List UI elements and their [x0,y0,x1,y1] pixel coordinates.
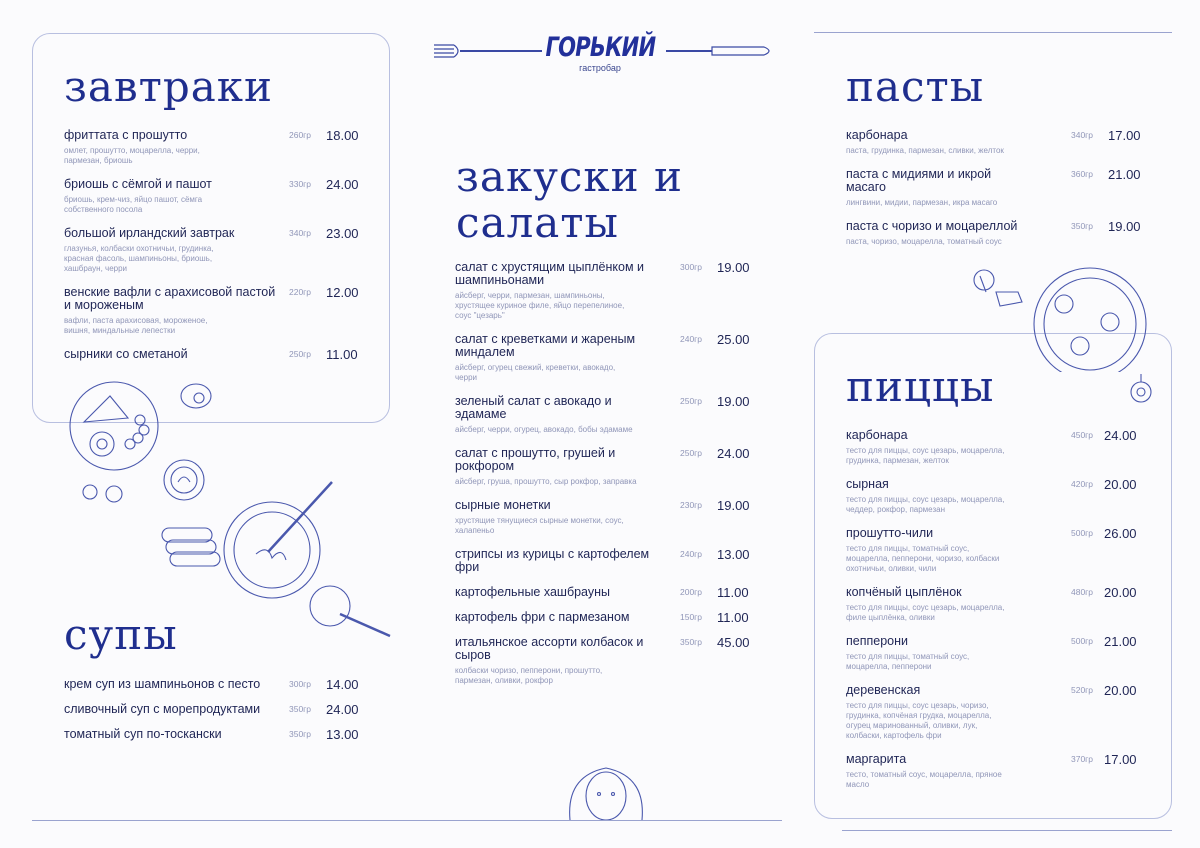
menu-item-description: тесто, томатный соус, моцарелла, пряное масло [846,770,1002,789]
menu-item-description: тесто для пиццы, томатный соус, моцарелла, пепперони [846,652,970,671]
menu-item-weight: 520гр [1071,685,1094,695]
menu-item-name: маргарита [846,752,907,766]
menu-item-description: колбаски чоризо, пепперони, прошутто, пармезан, оливки, рокфор [455,666,603,685]
menu-item-name: венские вафли с арахисовой пастой и мороженым [64,285,276,312]
menu-item-price: 24.00 [326,702,359,717]
menu-item [64,703,364,716]
menu-item [64,728,364,741]
menu-item [455,261,755,321]
salads-list [455,261,755,698]
menu-item-weight: 150гр [680,612,703,622]
menu-item-name: прошутто-чили [846,526,934,540]
fork-icon [432,42,544,60]
menu-item-description: тесто для пиццы, соус цезарь, чоризо, грудинка, копчёная грудка, моцарелла, огурец маринованный, оливки, лук, колбаски, картофель фри [846,701,992,740]
menu-item [64,227,364,274]
menu-item [846,753,1146,790]
menu-item-weight: 220гр [289,287,312,297]
menu-item-weight: 340гр [289,228,312,238]
menu-item-price: 11.00 [717,585,749,600]
menu-item-price: 19.00 [717,498,750,513]
menu-item-price: 24.00 [1104,428,1137,443]
breakfast-list [64,129,364,373]
bottom-rule-left [32,820,782,821]
pizza-heading: пиццы [846,362,995,411]
menu-item-price: 26.00 [1104,526,1137,541]
menu-item-weight: 500гр [1071,528,1094,538]
menu-item-price: 24.00 [717,446,750,461]
menu-item-price: 20.00 [1104,585,1137,600]
menu-item-price: 24.00 [326,177,359,192]
menu-item [455,636,755,686]
menu-item-name: крем суп из шампиньонов с песто [64,677,261,691]
menu-item-price: 20.00 [1104,477,1137,492]
menu-item-name: картофельные хашбрауны [455,585,610,599]
menu-item [846,684,1146,741]
menu-item-description: айсберг, черри, огурец, авокадо, бобы эдамаме [455,425,633,434]
menu-item-name: картофель фри с пармезаном [455,610,630,624]
menu-item-name: сливочный суп с морепродуктами [64,702,261,716]
menu-item-price: 11.00 [326,347,358,362]
menu-item-name: большой ирландский завтрак [64,226,235,240]
menu-item [64,348,364,361]
menu-item-description: айсберг, черри, пармезан, шампиньоны, хрустящее куриное филе, яйцо перепелиное, соус "цезарь" [455,291,625,320]
spoon-dip-icon [300,584,396,644]
menu-item-price: 19.00 [1108,219,1141,234]
pasta-list [846,129,1146,259]
menu-item-name: сырники со сметаной [64,347,188,361]
menu-item-price: 11.00 [717,610,749,625]
menu-item-description: паста, грудинка, пармезан, сливки, желток [846,146,1004,155]
menu-item-name: салат с креветками и жареным миндалем [455,332,636,359]
menu-item-description: омлет, прошутто, моцарелла, черри, пармезан, бриошь [64,146,200,165]
olive-icon [1128,372,1154,406]
menu-item-weight: 370гр [1071,754,1094,764]
menu-item-price: 18.00 [326,128,359,143]
menu-item-name: салат с прошутто, грушей и рокфором [455,446,616,473]
menu-item-name: зеленый салат с авокадо и эдамаме [455,394,612,421]
pizza-illustration [960,262,1170,372]
menu-item-name: салат с хрустящим цыплёнком и шампиньонами [455,260,645,287]
menu-item-description: айсберг, огурец свежий, креветки, авокадо, черри [455,363,616,382]
menu-item-weight: 240гр [680,334,703,344]
menu-item-price: 19.00 [717,260,750,275]
menu-item-price: 23.00 [326,226,359,241]
soups-heading: супы [64,610,178,659]
menu-item [455,611,755,624]
brand-name: ГОРЬКИЙ [545,32,655,63]
menu-item-weight: 250гр [680,448,703,458]
menu-item-price: 13.00 [326,727,359,742]
salads-heading: закуски и салаты [456,152,684,247]
pasta-heading: пасты [846,62,985,111]
menu-item-weight: 350гр [289,704,312,714]
menu-item-price: 12.00 [326,285,359,300]
breakfast-plate-illustration [62,374,172,474]
menu-item-name: паста с чоризо и моцареллой [846,219,1018,233]
menu-item [455,586,755,599]
menu-item-name: фриттата с прошутто [64,128,188,142]
menu-item-description: тесто для пиццы, соус цезарь, моцарелла, грудинка, пармезан, желток [846,446,1005,465]
menu-item-price: 45.00 [717,635,750,650]
menu-item [846,168,1146,208]
menu-item-weight: 450гр [1071,430,1094,440]
menu-item-description: айсберг, груша, прошутто, сыр рокфор, заправка [455,477,637,486]
menu-item [455,499,755,536]
knife-icon [664,42,776,60]
menu-item [64,178,364,215]
brand-logo [520,32,680,73]
menu-item-weight: 330гр [289,179,312,189]
brand-subtitle: гастробар [579,63,621,73]
menu-item-price: 20.00 [1104,683,1137,698]
menu-item [64,129,364,166]
girl-illustration [560,756,652,820]
menu-item-weight: 500гр [1071,636,1094,646]
menu-item-name: деревенская [846,683,921,697]
menu-item [846,478,1146,515]
menu-item [846,220,1146,247]
menu-item-description: тесто для пиццы, соус цезарь, моцарелла, филе цыплёнка, оливки [846,603,1005,622]
menu-item-weight: 250гр [289,349,312,359]
menu-item [846,129,1146,156]
menu-item-description: хрустящие тянущиеся сырные монетки, соус, халапеньо [455,516,624,535]
menu-item-name: сырные монетки [455,498,551,512]
menu-item [846,586,1146,623]
menu-item-name: карбонара [846,128,908,142]
menu-item-description: тесто для пиццы, соус цезарь, моцарелла, чеддер, рокфор, пармезан [846,495,1005,514]
top-rule-right [814,32,1172,33]
menu-item-price: 21.00 [1108,167,1141,182]
menu-item-name: пепперони [846,634,908,648]
menu-item-description: вафли, паста арахисовая, мороженое, вишня, миндальные лепестки [64,316,208,335]
menu-item-price: 19.00 [717,394,750,409]
menu-item-price: 17.00 [1104,752,1137,767]
menu-item-name: стрипсы из курицы с картофелем фри [455,547,650,574]
menu-item-name: сырная [846,477,889,491]
menu-item-description: глазунья, колбаски охотничьи, грудинка, красная фасоль, шампиньоны, бриошь, хашбраун, черри [64,244,214,273]
menu-item-weight: 200гр [680,587,703,597]
menu-item-description: паста, чоризо, моцарелла, томатный соус [846,237,1002,246]
menu-item-name: копчёный цыплёнок [846,585,962,599]
menu-item [846,635,1146,672]
menu-item-weight: 350гр [1071,221,1094,231]
soups-list [64,678,364,753]
menu-item [846,527,1146,574]
menu-item-weight: 420гр [1071,479,1094,489]
menu-item-price: 14.00 [326,677,359,692]
menu-item-weight: 300гр [289,679,312,689]
menu-item-weight: 350гр [680,637,703,647]
menu-item-name: карбонара [846,428,908,442]
menu-item-description: бриошь, крем-чиз, яйцо пашот, сёмга собственного посола [64,195,203,214]
menu-item [455,333,755,383]
breakfast-heading: завтраки [64,62,273,111]
menu-item-name: итальянское ассорти колбасок и сыров [455,635,644,662]
menu-item-name: томатный суп по-тоскански [64,727,222,741]
menu-item [64,286,364,336]
menu-item-weight: 260гр [289,130,312,140]
menu-item [455,447,755,487]
menu-item-weight: 340гр [1071,130,1094,140]
menu-item-weight: 480гр [1071,587,1094,597]
menu-item-price: 25.00 [717,332,750,347]
menu-item-weight: 360гр [1071,169,1094,179]
menu-item-name: паста с мидиями и икрой масаго [846,167,992,194]
menu-item [846,429,1146,466]
menu-item-price: 17.00 [1108,128,1141,143]
avocado-icon [176,378,216,414]
menu-item-price: 21.00 [1104,634,1137,649]
menu-item-description: лингвини, мидии, пармезан, икра масаго [846,198,998,207]
menu-item [64,678,364,691]
menu-item-price: 13.00 [717,547,750,562]
menu-item-weight: 230гр [680,500,703,510]
menu-item-weight: 300гр [680,262,703,272]
sauce-cups-icon [78,480,128,506]
menu-item-weight: 240гр [680,549,703,559]
menu-item [455,395,755,435]
bottom-rule-right [842,830,1172,831]
pizza-list [846,429,1146,802]
menu-item [455,548,755,574]
menu-item-name: бриошь с сёмгой и пашот [64,177,212,191]
menu-item-description: тесто для пиццы, томатный соус, моцарелла, пепперони, чоризо, колбаски охотничьи, оливки, чили [846,544,1000,573]
menu-item-weight: 250гр [680,396,703,406]
menu-item-weight: 350гр [289,729,312,739]
